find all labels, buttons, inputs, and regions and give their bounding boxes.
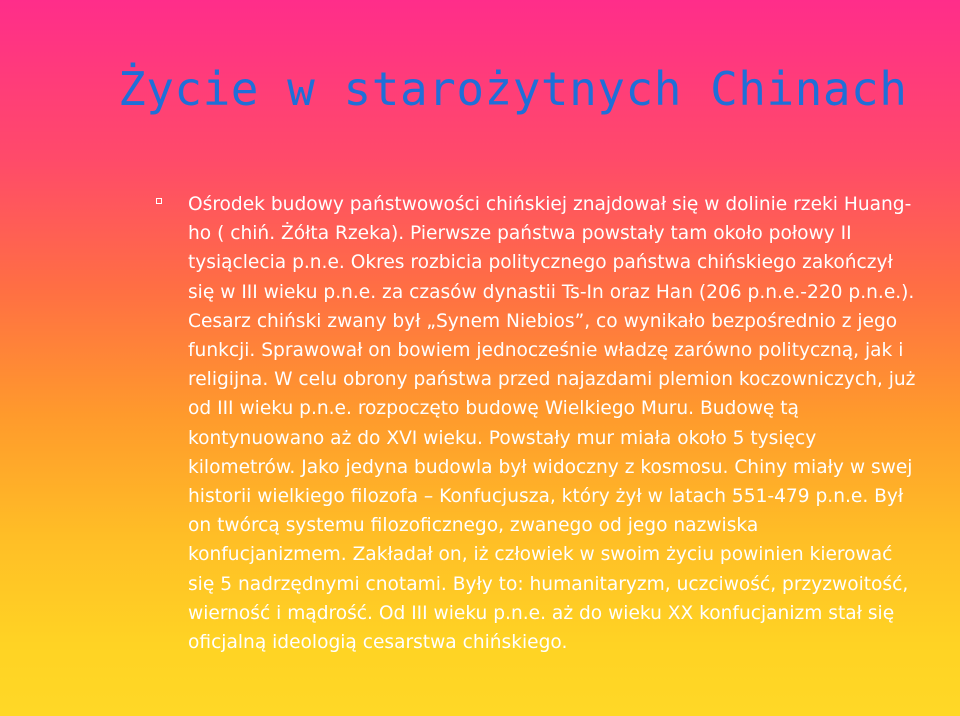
slide-title: Życie w starożytnych Chinach xyxy=(118,62,908,116)
slide-body xyxy=(156,190,916,657)
body-paragraph: Ośrodek budowy państwowości chińskiej znajdował się w dolinie rzeki Huang-ho ( chiń. Żółta Rzeka). Pierwsze państwa powstały tam około połowy II tysiąclecia p.n.e. Okres rozbicia politycznego państwa chińskiego zakończył się w III wieku p.n.e. za czasów dynastii Ts-In oraz Han (206 p.n.e.-220 p.n.e.). Cesarz chiński zwany był „Synem Niebios”, co wynikało bezpośrednio z jego funkcji. Sprawował on bowiem jednocześnie władzę zarówno polityczną, jak i religijna. W celu obrony państwa przed najazdami plemion koczowniczych, już od III wieku p.n.e. rozpoczęto budowę Wielkiego Muru. Budowę tą kontynuowano aż do XVI wieku. Powstały mur miała około 5 tysięcy kilometrów. Jako jedyna budowla był widoczny z kosmosu. Chiny miały w swej historii wielkiego filozofa – Konfucjusza, który żył w latach 551-479 p.n.e. Był on twórcą systemu filozoficznego, zwanego od jego nazwiska konfucjanizmem. Zakładał on, iż człowiek w swoim życiu powinien kierować się 5 nadrzędnymi cnotami. Były to: humanitaryzm, uczciwość, przyzwoitość, wierność i mądrość. Od III wieku p.n.e. aż do wieku XX konfucjanizm stał się oficjalną ideologią cesarstwa chińskiego. xyxy=(188,194,916,654)
bullet-square-icon xyxy=(156,198,162,204)
